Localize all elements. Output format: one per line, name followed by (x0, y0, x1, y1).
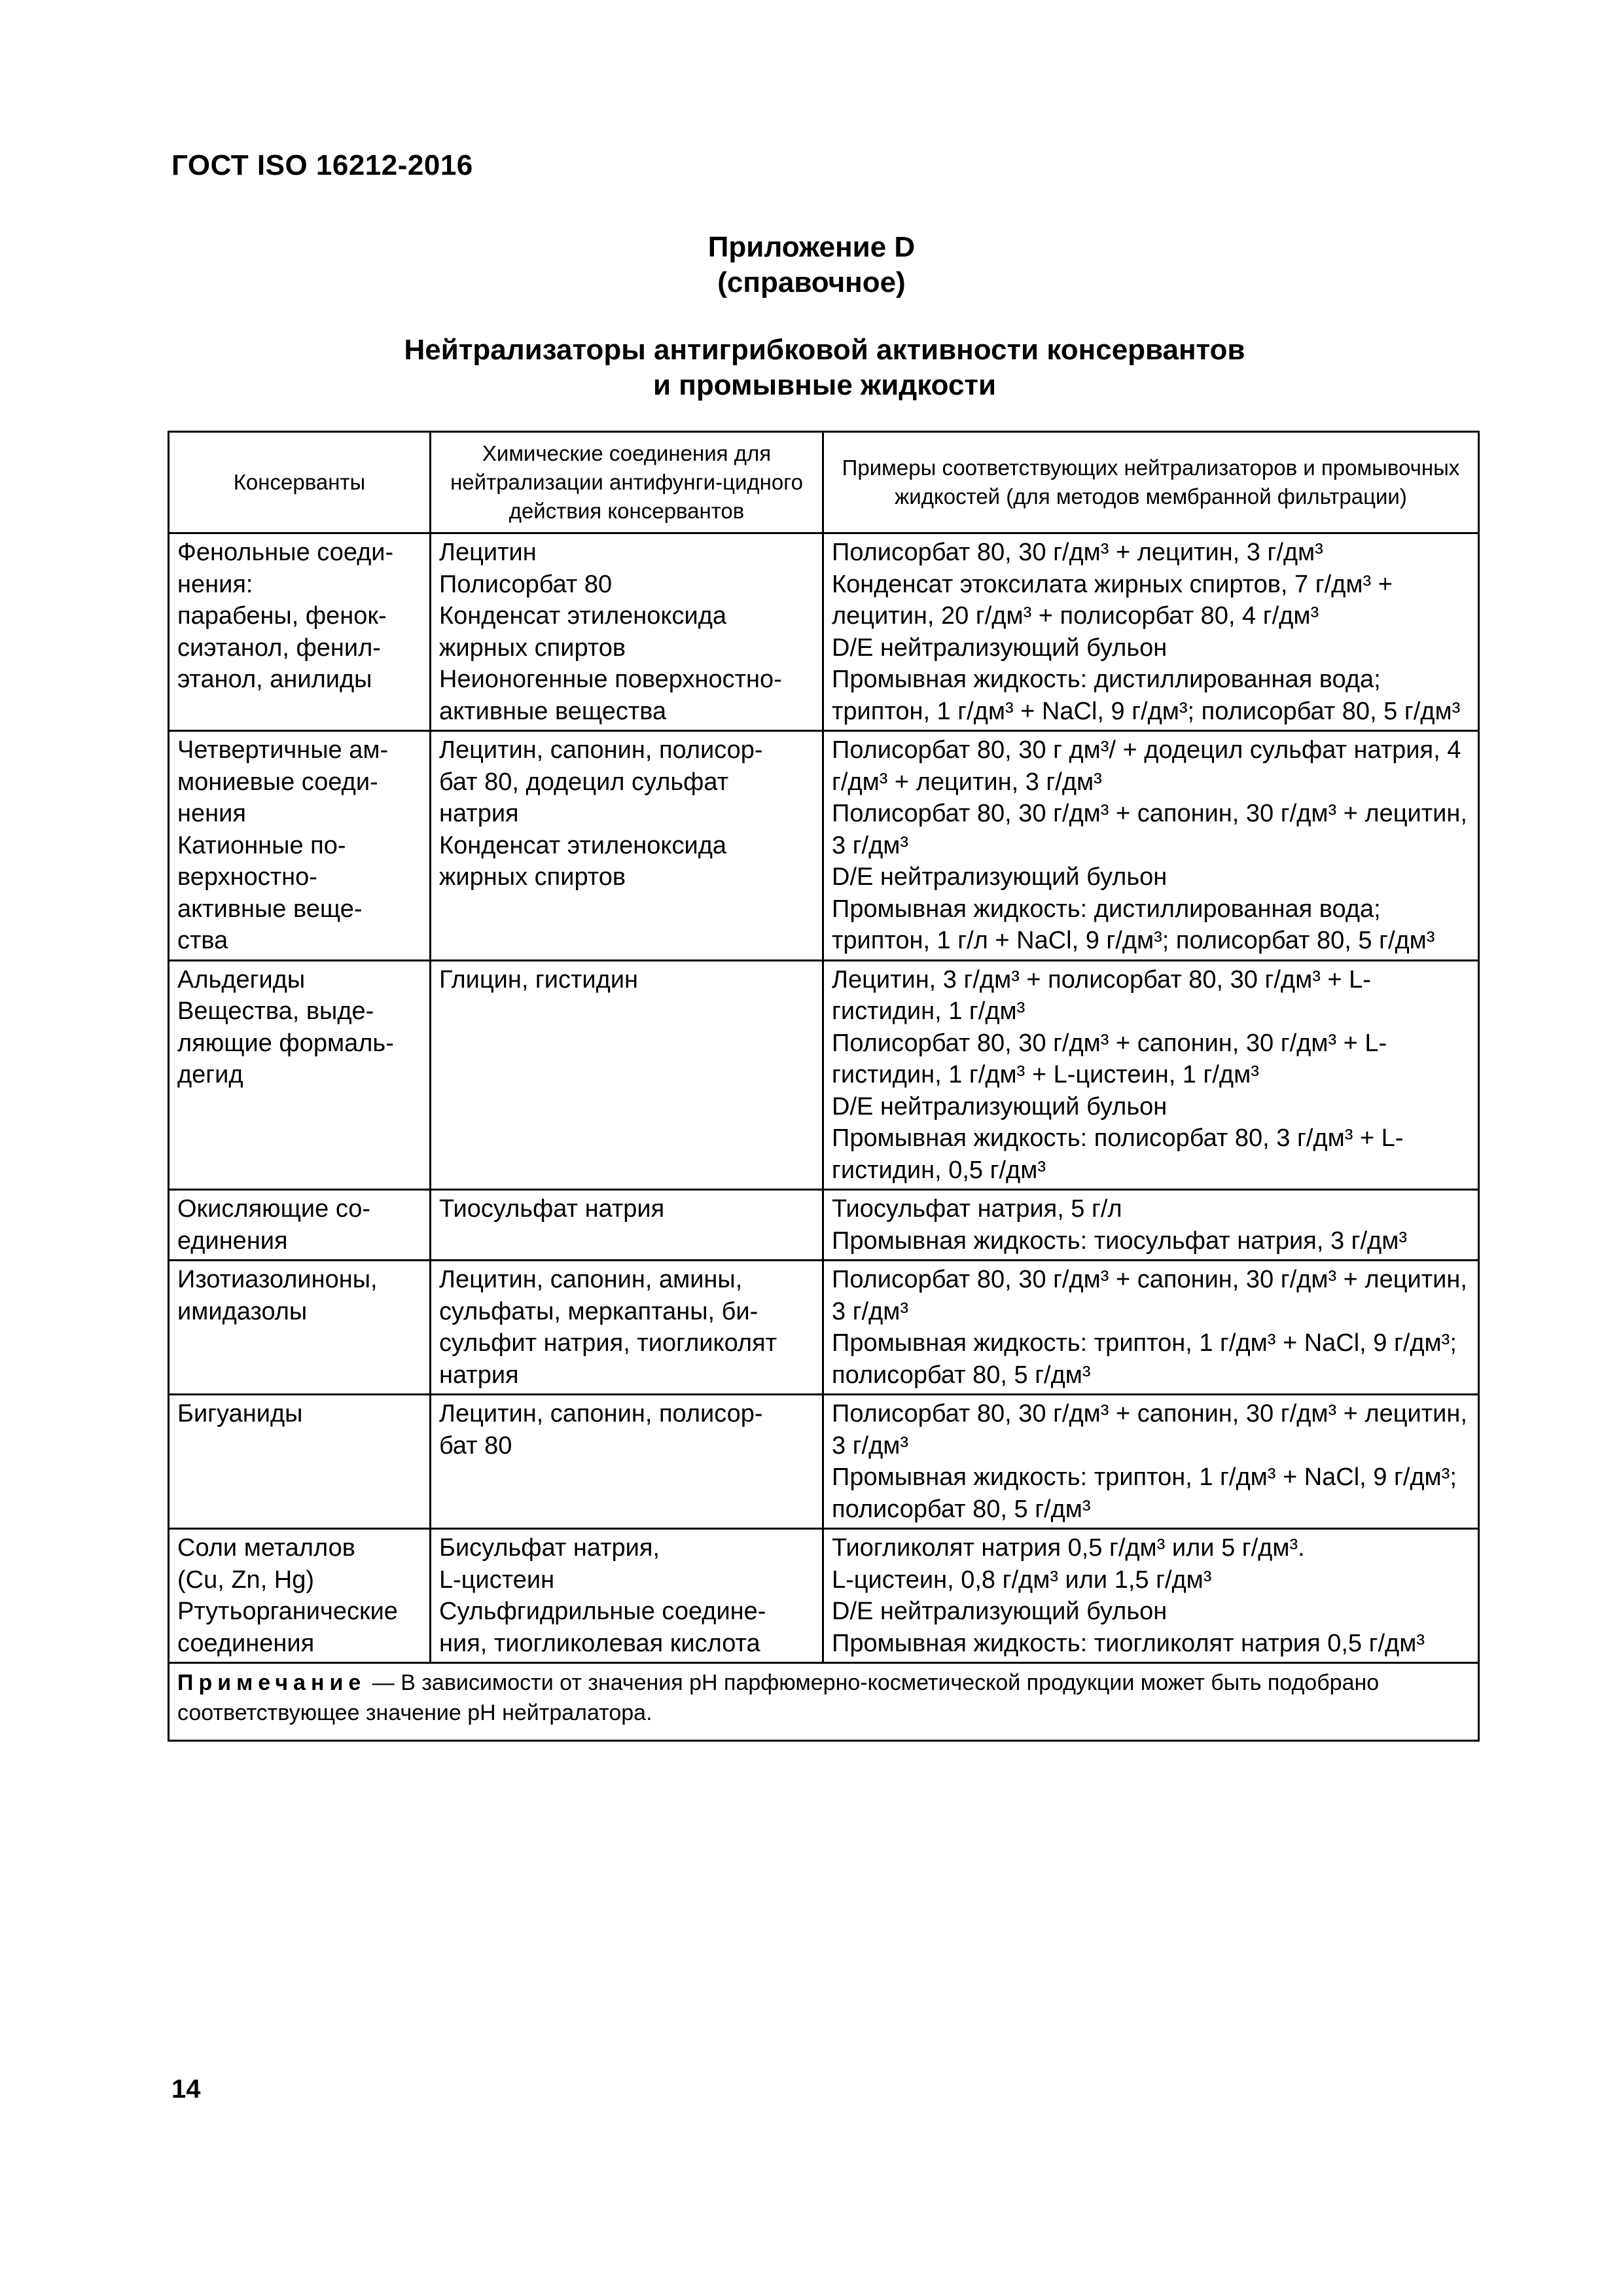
cell-line: Четвертичные ам- (177, 736, 389, 764)
cell-line: ния, тиогликолевая кислота (439, 1629, 760, 1657)
examples-cell (823, 731, 1479, 961)
cell-line: имидазолы (177, 1297, 308, 1325)
examples-cell (823, 1190, 1479, 1261)
cell-line: Ртутьорганические (177, 1598, 398, 1625)
cell-line: D/E нейтрализующий бульон (832, 634, 1168, 662)
compounds-cell (431, 1190, 823, 1261)
cell-line: Конденсат этиленоксида (439, 831, 727, 859)
preservative-cell (169, 1529, 431, 1663)
cell-line: Катионные по- (177, 831, 346, 859)
cell-line: Конденсат этиленоксида (439, 602, 727, 630)
cell-line: Изотиазолиноны, (177, 1266, 378, 1293)
cell-line: жирных спиртов (439, 634, 626, 662)
cell-line: сульфит натрия, тиогликолят (439, 1329, 777, 1357)
cell-line: натрия (439, 1361, 519, 1389)
examples-cell (823, 1395, 1479, 1529)
cell-line: Промывная жидкость: триптон, 1 г/дм³ + NaCl, 9 г/дм³; полисорбат 80, 5 г/дм³ (832, 1463, 1457, 1523)
cell-line: Промывная жидкость: дистиллированная вода; триптон, 1 г/дм³ + NaCl, 9 г/дм³; полисорбат 80, 5 г/дм³ (832, 666, 1461, 725)
cell-line: Полисорбат 80, 30 г/дм³ + сапонин, 30 г/дм³ + лецитин, 3 г/дм³ (832, 800, 1467, 859)
page-number: 14 (171, 2075, 201, 2104)
table-title-line1: Нейтрализаторы антигрибковой активности консервантов (404, 334, 1245, 366)
compounds-cell (431, 1261, 823, 1395)
cell-line: Полисорбат 80, 30 г/дм³ + сапонин, 30 г/дм³ + лецитин, 3 г/дм³ (832, 1400, 1467, 1460)
preservative-cell (169, 1395, 431, 1529)
cell-line: Лецитин, сапонин, амины, (439, 1266, 743, 1293)
note-label: Примечание (177, 1670, 366, 1695)
cell-line: активные вещества (439, 697, 667, 725)
compounds-cell (431, 731, 823, 961)
cell-line: Лецитин, сапонин, полисор- (439, 736, 763, 764)
table-row (169, 1395, 1479, 1529)
table-row (169, 1261, 1479, 1395)
table-row (169, 960, 1479, 1190)
table-note-row (169, 1663, 1479, 1741)
header-compounds: Химические соединения для нейтрализации антифунги-цидного действия консервантов (431, 432, 823, 533)
cell-line: ства (177, 927, 228, 954)
preservative-cell (169, 960, 431, 1190)
cell-line: бат 80, додецил сульфат (439, 768, 729, 796)
cell-line: верхностно- (177, 863, 317, 891)
table-row (169, 533, 1479, 731)
cell-line: бат 80 (439, 1431, 512, 1460)
cell-line: Сульфгидрильные соедине- (439, 1598, 766, 1625)
cell-line: натрия (439, 800, 519, 827)
compounds-cell (431, 1529, 823, 1663)
cell-line: L-цистеин (439, 1566, 555, 1594)
cell-line: D/E нейтрализующий бульон (832, 1598, 1168, 1625)
cell-line: Конденсат этоксилата жирных спиртов, 7 г/дм³ + лецитин, 20 г/дм³ + полисорбат 80, 4 г/дм³ (832, 570, 1393, 630)
note-text: — В зависимости от значения pH парфюмерно-косметической продукции может быть подобрано соответствующее значение pH нейтралатора. (177, 1670, 1380, 1725)
compounds-cell (431, 1395, 823, 1529)
cell-line: Бисульфат натрия, (439, 1534, 660, 1562)
cell-line: Тиосульфат натрия (439, 1195, 665, 1223)
table-row (169, 1529, 1479, 1663)
appendix-title: Приложение D (707, 231, 916, 263)
cell-line: Лецитин (439, 539, 537, 566)
appendix-subtitle: (справочное) (717, 266, 906, 298)
header-examples: Примеры соответствующих нейтрализаторов и промывочных жидкостей (для методов мембранной фильтрации) (823, 432, 1479, 533)
preservative-cell (169, 533, 431, 731)
cell-line: D/E нейтрализующий бульон (832, 1092, 1168, 1121)
cell-line: Промывная жидкость: триптон, 1 г/дм³ + NaCl, 9 г/дм³; полисорбат 80, 5 г/дм³ (832, 1329, 1457, 1389)
header-preservatives: Консерванты (169, 432, 431, 533)
cell-line: единения (177, 1227, 288, 1255)
preservative-cell (169, 1261, 431, 1395)
cell-line: этанол, анилиды (177, 666, 372, 693)
cell-line: нения (177, 800, 246, 827)
table-header-row (169, 432, 1479, 533)
cell-line: Полисорбат 80, 30 г дм³/ + додецил сульфат натрия, 4 г/дм³ + лецитин, 3 г/дм³ (832, 736, 1461, 796)
cell-line: Промывная жидкость: тиосульфат натрия, 3 г/дм³ (832, 1227, 1408, 1255)
cell-line: Промывная жидкость: полисорбат 80, 3 г/дм³ + L-гистидин, 0,5 г/дм³ (832, 1124, 1404, 1184)
table-note (169, 1663, 1479, 1741)
examples-cell (823, 1261, 1479, 1395)
cell-line: Полисорбат 80, 30 г/дм³ + сапонин, 30 г/дм³ + L-гистидин, 1 г/дм³ + L-цистеин, 1 г/дм³ (832, 1029, 1387, 1088)
examples-cell (823, 1529, 1479, 1663)
cell-line: L-цистеин, 0,8 г/дм³ или 1,5 г/дм³ (832, 1566, 1212, 1594)
standard-code: ГОСТ ISO 16212-2016 (171, 149, 473, 181)
cell-line: Тиогликолят натрия 0,5 г/дм³ или 5 г/дм³. (832, 1534, 1305, 1562)
cell-line: Глицин, гистидин (439, 965, 639, 994)
cell-line: Полисорбат 80, 30 г/дм³ + сапонин, 30 г/дм³ + лецитин, 3 г/дм³ (832, 1266, 1467, 1325)
cell-line: Лецитин, сапонин, полисор- (439, 1400, 763, 1427)
cell-line: Бигуаниды (177, 1400, 303, 1427)
cell-line: парабены, фенок- (177, 602, 387, 630)
cell-line: ляющие формаль- (177, 1029, 394, 1057)
cell-line: Лецитин, 3 г/дм³ + полисорбат 80, 30 г/дм³ + L-гистидин, 1 г/дм³ (832, 965, 1371, 1025)
cell-line: Вещества, выде- (177, 997, 374, 1025)
cell-line: сиэтанол, фенил- (177, 634, 381, 662)
cell-line: Альдегиды (177, 965, 306, 994)
cell-line: Промывная жидкость: тиогликолят натрия 0,5 г/дм³ (832, 1629, 1425, 1657)
cell-line: Неионогенные поверхностно- (439, 666, 782, 693)
compounds-cell (431, 533, 823, 731)
cell-line: жирных спиртов (439, 863, 626, 891)
cell-line: (Cu, Zn, Hg) (177, 1566, 315, 1594)
cell-line: Фенольные соеди- (177, 539, 394, 566)
examples-cell (823, 960, 1479, 1190)
cell-line: Промывная жидкость: дистиллированная вода; триптон, 1 г/л + NaCl, 9 г/дм³; полисорбат 80, 5 г/дм³ (832, 895, 1435, 954)
cell-line: Соли металлов (177, 1534, 355, 1562)
cell-line: соединения (177, 1629, 315, 1657)
compounds-cell (431, 960, 823, 1190)
table-row (169, 731, 1479, 961)
preservative-cell (169, 731, 431, 961)
table-row (169, 1190, 1479, 1261)
cell-line: Тиосульфат натрия, 5 г/л (832, 1195, 1122, 1223)
cell-line: Окисляющие со- (177, 1195, 371, 1223)
table-title-line2: и промывные жидкости (652, 369, 997, 401)
cell-line: сульфаты, меркаптаны, би- (439, 1297, 758, 1325)
examples-cell (823, 533, 1479, 731)
cell-line: D/E нейтрализующий бульон (832, 863, 1168, 891)
cell-line: активные веще- (177, 895, 363, 923)
cell-line: Полисорбат 80 (439, 570, 613, 598)
neutralizers-table (168, 431, 1480, 1742)
preservative-cell (169, 1190, 431, 1261)
cell-line: дегид (177, 1061, 243, 1088)
cell-line: мониевые соеди- (177, 768, 378, 796)
cell-line: нения: (177, 570, 253, 598)
cell-line: Полисорбат 80, 30 г/дм³ + лецитин, 3 г/дм³ (832, 539, 1323, 566)
